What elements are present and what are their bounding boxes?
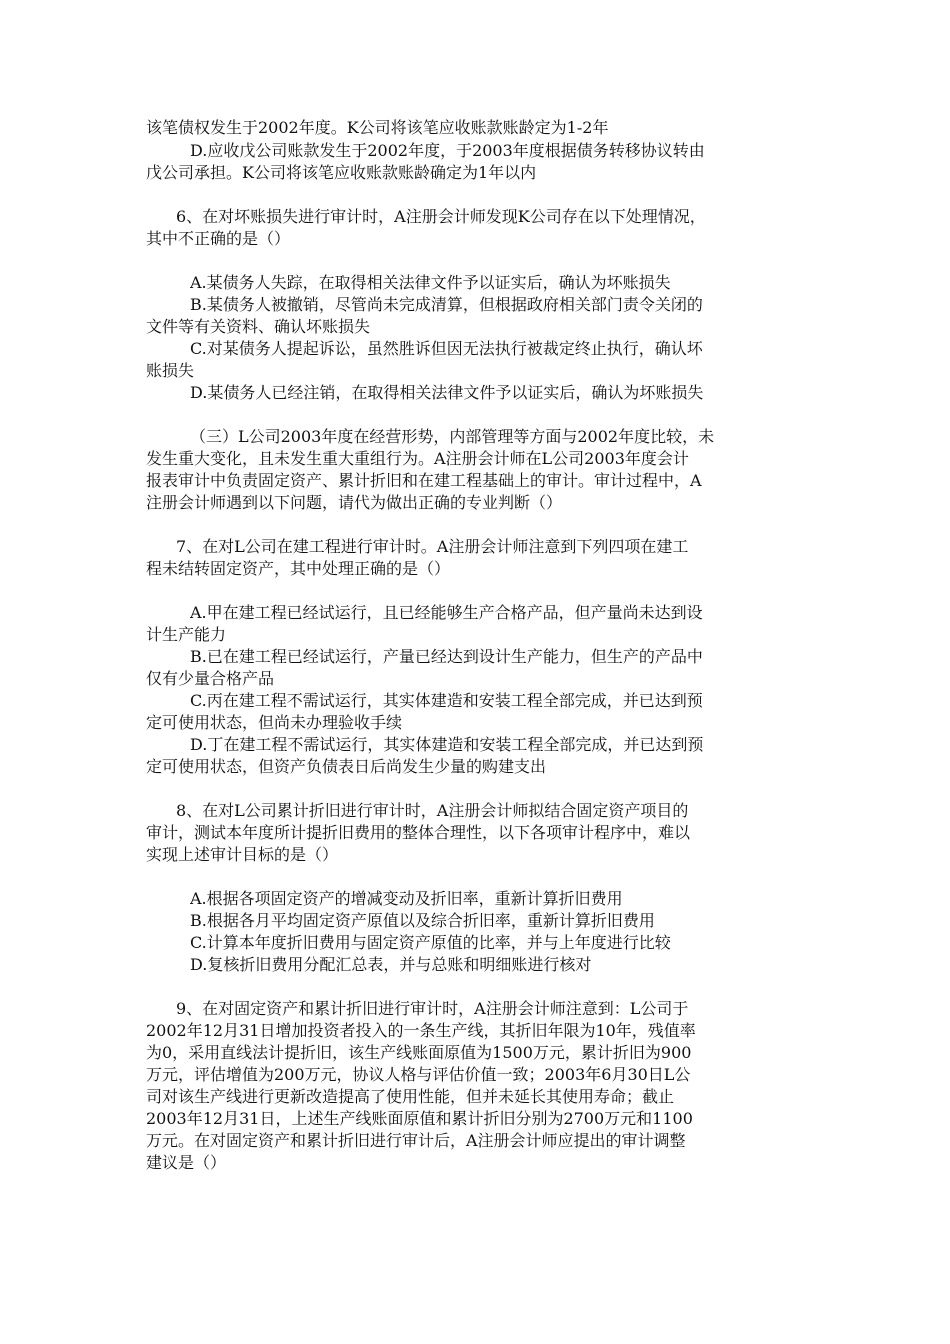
option-a-line: A.某债务人失踪，在取得相关法律文件予以证实后，确认为坏账损失 — [190, 273, 671, 292]
text-line: 司对该生产线进行更新改造提高了使用性能，但并未延长其使用寿命；截止 — [146, 1087, 675, 1106]
text-line: 账损失 — [146, 361, 195, 380]
text-line: 注册会计师遇到以下问题，请代为做出正确的专业判断（） — [146, 493, 563, 512]
text-line: 定可使用状态，但尚未办理验收手续 — [146, 713, 403, 732]
question-9-line: 9、在对固定资产和累计折旧进行审计时，A注册会计师注意到：L公司于 — [176, 999, 689, 1018]
text-line: 其中不正确的是（） — [146, 229, 291, 248]
option-d-line: D.复核折旧费用分配汇总表，并与总账和明细账进行核对 — [190, 955, 592, 974]
text-line: 万元，评估增值为200万元，协议人格与评估价值一致；2003年6月30日L公 — [146, 1065, 691, 1084]
option-a-line: A.甲在建工程已经试运行，且已经能够生产合格产品，但产量尚未达到设 — [190, 603, 703, 622]
text-line: 发生重大变化，且未发生重大重组行为。A注册会计师在L公司2003年度会计 — [146, 449, 689, 468]
text-line: 建议是（） — [146, 1153, 227, 1172]
text-line: 该笔债权发生于2002年度。K公司将该笔应收账款账龄定为1-2年 — [146, 118, 609, 137]
option-a-line: A.根据各项固定资产的增减变动及折旧率，重新计算折旧费用 — [190, 889, 623, 908]
option-c-line: C.计算本年度折旧费用与固定资产原值的比率，并与上年度进行比较 — [190, 933, 671, 952]
text-line: 审计，测试本年度所计提折旧费用的整体合理性，以下各项审计程序中，难以 — [146, 823, 691, 842]
text-line: 戊公司承担。K公司将该笔应收账款账龄确定为1年以内 — [146, 163, 537, 182]
question-8-line: 8、在对L公司累计折旧进行审计时，A注册会计师拟结合固定资产项目的 — [176, 801, 689, 820]
option-d-line: D.丁在建工程不需试运行，其实体建造和安装工程全部完成，并已达到预 — [190, 735, 704, 754]
question-6-line: 6、在对坏账损失进行审计时，A注册会计师发现K公司存在以下处理情况， — [176, 207, 706, 226]
option-b-line: B.某债务人被撤销，尽管尚未完成清算，但根据政府相关部门责令关闭的 — [190, 295, 703, 314]
question-7-line: 7、在对L公司在建工程进行审计时。A注册会计师注意到下列四项在建工 — [176, 537, 689, 556]
text-line: 报表审计中负责固定资产、累计折旧和在建工程基础上的审计。审计过程中，A — [146, 471, 702, 490]
text-line: 2002年12月31日增加投资者投入的一条生产线，其折旧年限为10年，残值率 — [146, 1021, 696, 1040]
option-b-line: B.根据各月平均固定资产原值以及综合折旧率，重新计算折旧费用 — [190, 911, 655, 930]
section-3-line: （三）L公司2003年度在经营形势，内部管理等方面与2002年度比较，未 — [190, 427, 715, 446]
text-line: 万元。在对固定资产和累计折旧进行审计后，A注册会计师应提出的审计调整 — [146, 1131, 686, 1150]
option-b-line: B.已在建工程已经试运行，产量已经达到设计生产能力，但生产的产品中 — [190, 647, 703, 666]
text-line: 仅有少量合格产品 — [146, 669, 275, 688]
text-line: 为0，采用直线法计提折旧，该生产线账面原值为1500万元，累计折旧为900 — [146, 1043, 692, 1062]
option-d-line: D.应收戊公司账款发生于2002年度，于2003年度根据债务转移协议转由 — [190, 141, 705, 160]
text-line: 定可使用状态，但资产负债表日后尚发生少量的购建支出 — [146, 757, 547, 776]
text-line: 文件等有关资料、确认坏账损失 — [146, 317, 371, 336]
text-line: 计生产能力 — [146, 625, 227, 644]
text-line: 实现上述审计目标的是（） — [146, 845, 339, 864]
option-c-line: C.丙在建工程不需试运行，其实体建造和安装工程全部完成，并已达到预 — [190, 691, 703, 710]
option-c-line: C.对某债务人提起诉讼，虽然胜诉但因无法执行被裁定终止执行，确认坏 — [190, 339, 703, 358]
text-line: 程未结转固定资产，其中处理正确的是（） — [146, 559, 451, 578]
text-line: 2003年12月31日，上述生产线账面原值和累计折旧分别为2700万元和1100 — [146, 1109, 693, 1128]
option-d-line: D.某债务人已经注销，在取得相关法律文件予以证实后，确认为坏账损失 — [190, 383, 704, 402]
